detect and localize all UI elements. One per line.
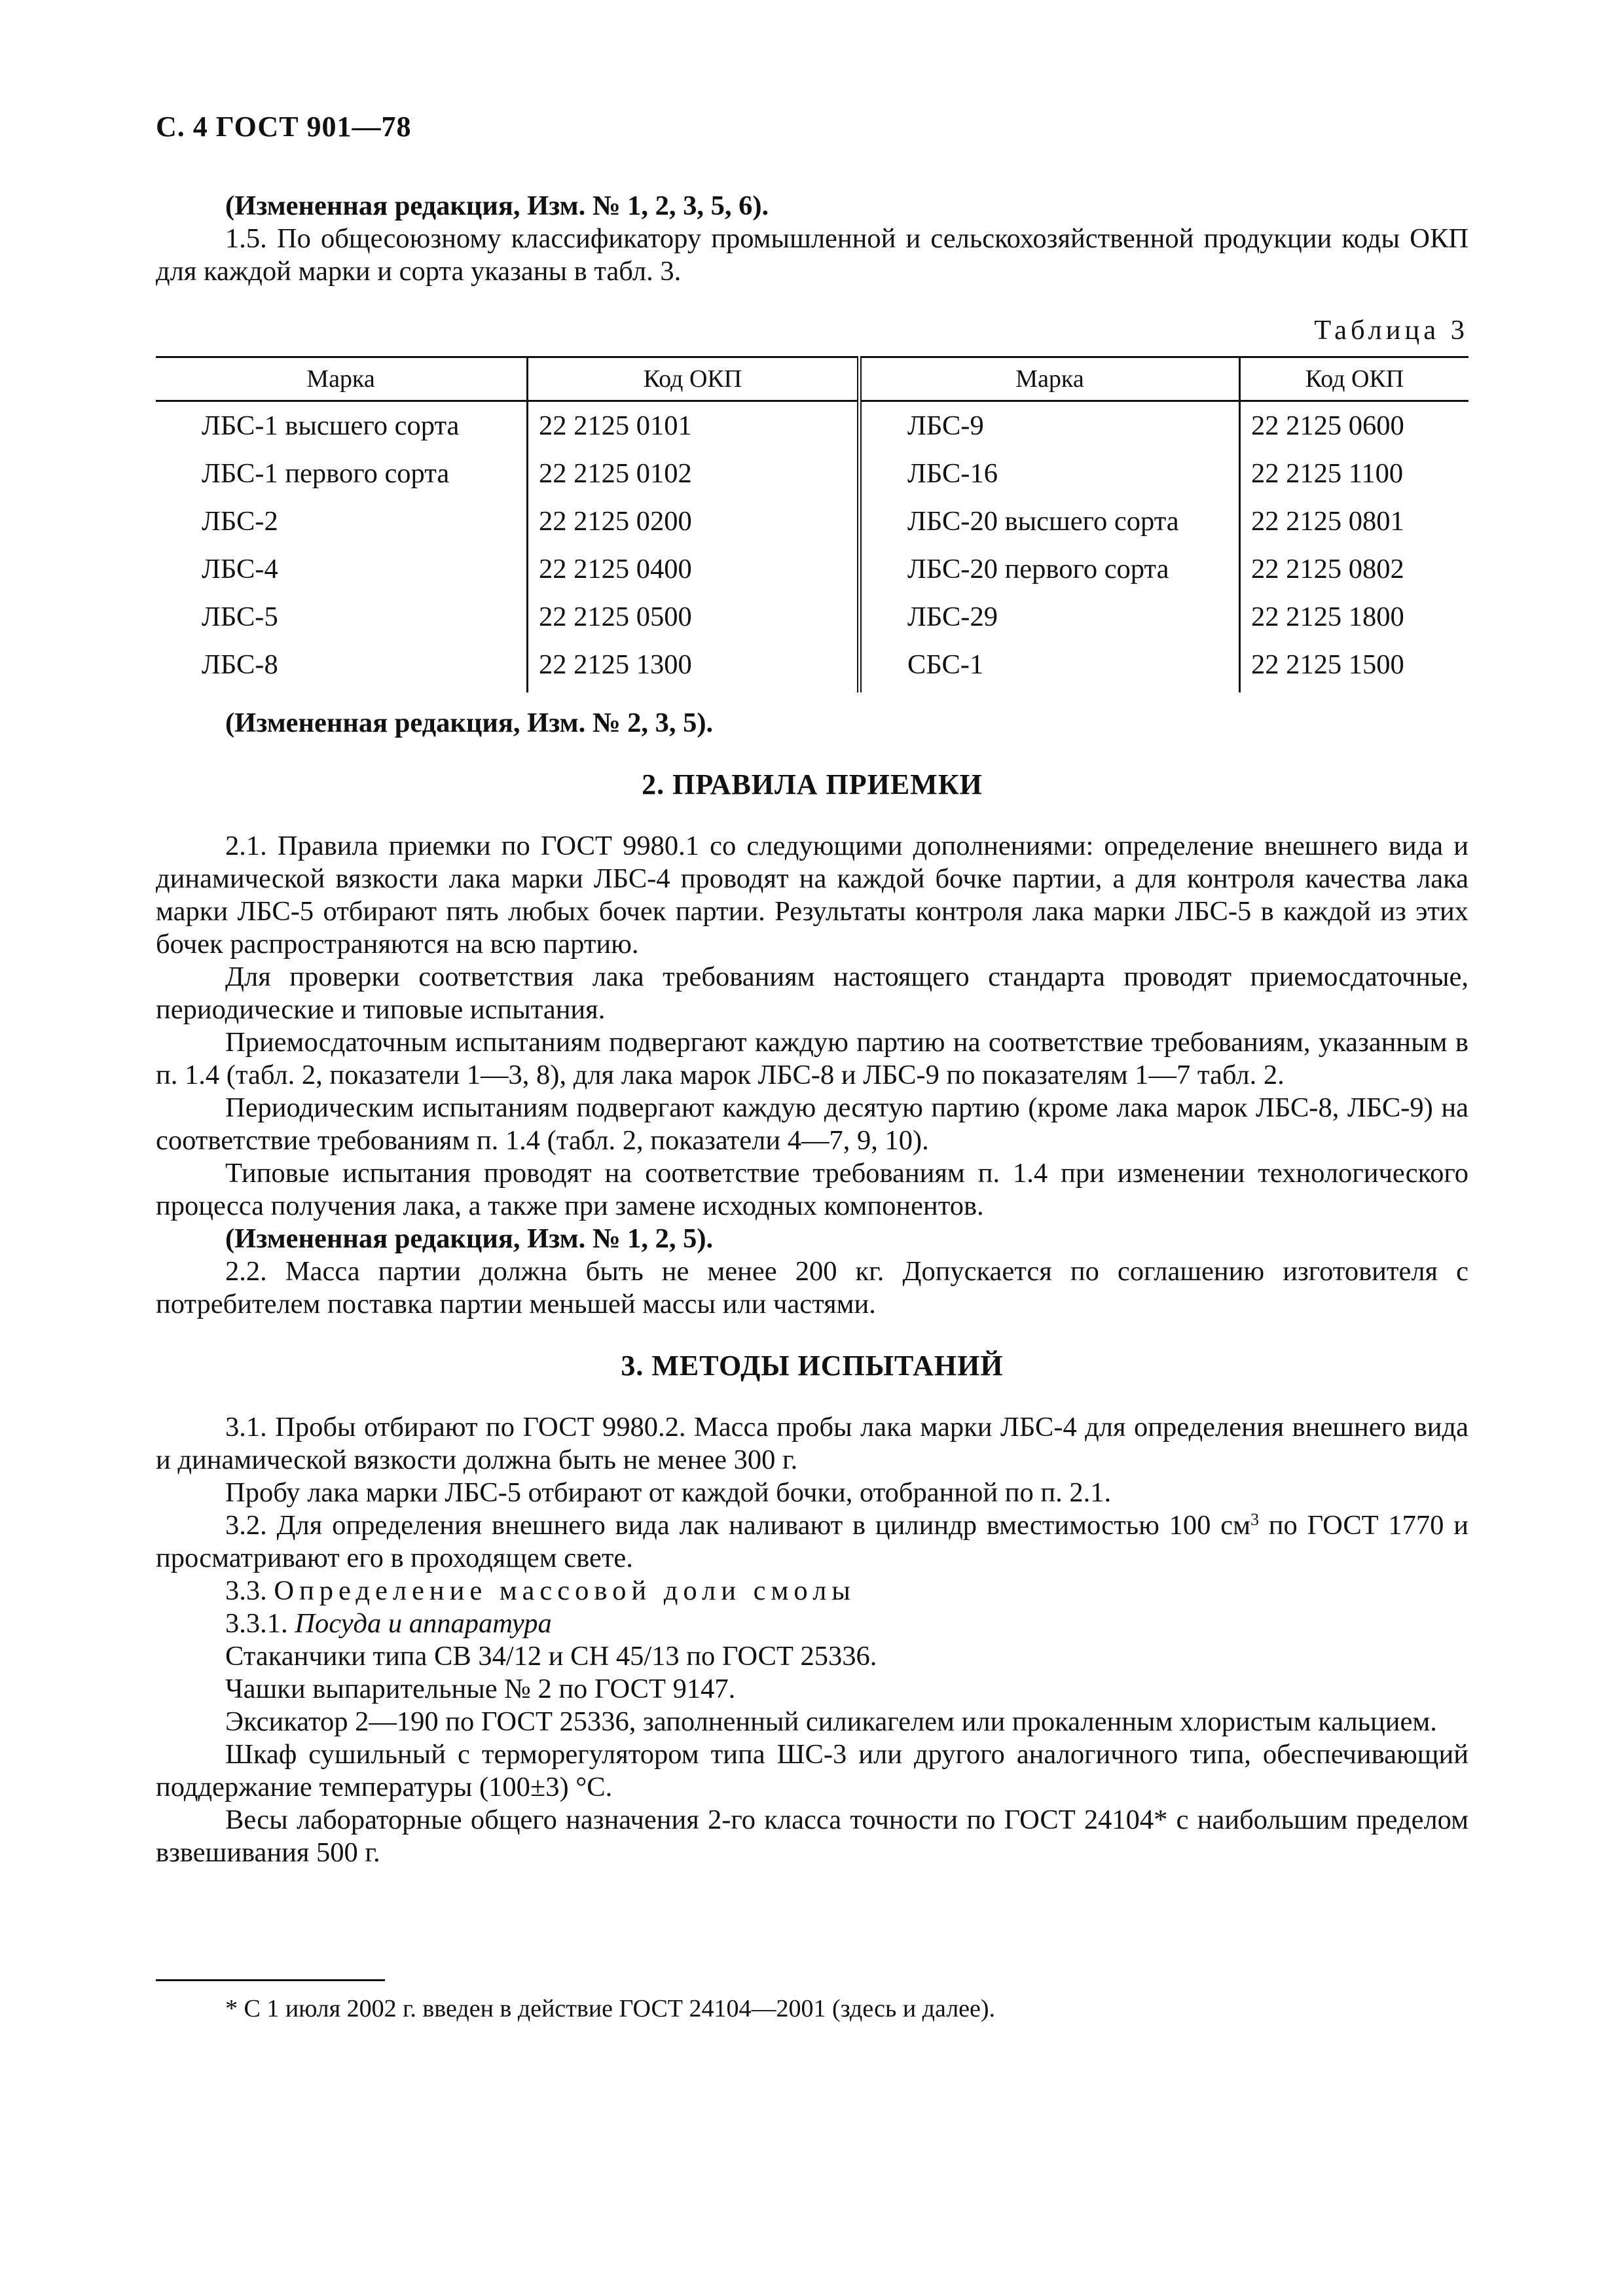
page-header: С. 4 ГОСТ 901—78 <box>156 111 412 143</box>
footnote-divider <box>156 1979 385 1981</box>
table-cell: ЛБС-1 первого сорта <box>202 457 450 489</box>
table-cell: 22 2125 0600 <box>1240 401 1469 450</box>
paragraph: Пробу лака марки ЛБС-5 отбирают от каждой бочки, отобранной по п. 2.1. <box>225 1477 1112 1508</box>
section-2-title: 2. ПРАВИЛА ПРИЕМКИ <box>642 768 983 800</box>
table-cell: ЛБС-20 высшего сорта <box>860 497 1240 545</box>
table-cell: ЛБС-4 <box>202 553 278 584</box>
table-row <box>156 593 1468 641</box>
table-cell: 22 2125 1100 <box>1240 450 1469 497</box>
table-cell: ЛБС-2 <box>202 505 278 537</box>
equipment-item: Чашки выпарительные № 2 по ГОСТ 9147. <box>225 1674 736 1704</box>
table-row <box>156 641 1468 692</box>
table-cell: 22 2125 0801 <box>1240 497 1469 545</box>
table-cell: 22 2125 0802 <box>1240 545 1469 593</box>
amendment-note: (Измененная редакция, Изм. № 2, 3, 5). <box>225 708 714 738</box>
paragraph-3-1: 3.1. Пробы отбирают по ГОСТ 9980.2. Масса пробы лака марки ЛБС-4 для определения внешнего вида и динамической вязкости должна быть не менее 300 г. <box>156 1412 1468 1475</box>
table-header-cell: Код ОКП <box>528 357 860 401</box>
table-cell: ЛБС-1 высшего сорта <box>202 410 460 441</box>
clause-title: Определение массовой доли смолы <box>274 1575 856 1606</box>
paragraph: Для проверки соответствия лака требованиям настоящего стандарта проводят приемосдаточные, периодические и типовые испытания. <box>156 961 1468 1025</box>
table-header-cell: Код ОКП <box>1240 357 1469 401</box>
table-header-row <box>156 357 1468 401</box>
paragraph-3-3 <box>156 1575 1468 1607</box>
table-row <box>156 401 1468 450</box>
table-caption: Таблица 3 <box>1314 315 1468 346</box>
equipment-item: Весы лабораторные общего назначения 2-го класса точности по ГОСТ 24104* с наибольшим пределом взвешивания 500 г. <box>156 1804 1468 1868</box>
paragraph-1-5: 1.5. По общесоюзному классификатору промышленной и сельскохозяйственной продукции коды ОКП для каждой марки и сорта указаны в табл. 3. <box>156 223 1468 287</box>
table-row <box>156 450 1468 497</box>
clause-number: 3.3. <box>225 1575 274 1606</box>
table-cell: 22 2125 1500 <box>1240 641 1469 692</box>
okp-codes-table <box>156 356 1468 692</box>
table-cell: ЛБС-29 <box>860 593 1240 641</box>
clause-number: 3.3.1. <box>225 1608 295 1639</box>
equipment-item: Стаканчики типа СВ 34/12 и СН 45/13 по ГОСТ 25336. <box>225 1641 877 1672</box>
document-body <box>156 190 1468 1869</box>
table-cell: 22 2125 0101 <box>528 401 860 450</box>
table-cell: 22 2125 0200 <box>528 497 860 545</box>
table-cell: 22 2125 0500 <box>528 593 860 641</box>
table-cell: 22 2125 1300 <box>528 641 860 692</box>
paragraph-3-3-1 <box>156 1607 1468 1640</box>
table-cell: СБС-1 <box>860 641 1240 692</box>
table-cell: ЛБС-5 <box>202 601 278 632</box>
paragraph: Типовые испытания проводят на соответствие требованиям п. 1.4 при изменении технологического процесса получения лака, а также при замене исходных компонентов. <box>156 1158 1468 1221</box>
table-row <box>156 497 1468 545</box>
table-cell: ЛБС-9 <box>860 401 1240 450</box>
superscript: 3 <box>1250 1510 1259 1529</box>
footnote: * С 1 июля 2002 г. введен в действие ГОСТ 24104—2001 (здесь и далее). <box>225 1995 996 2022</box>
amendment-note: (Измененная редакция, Изм. № 1, 2, 3, 5, 6). <box>225 190 769 221</box>
table-cell: ЛБС-16 <box>860 450 1240 497</box>
table-cell: 22 2125 0102 <box>528 450 860 497</box>
paragraph-3-2 <box>156 1509 1468 1575</box>
equipment-item: Шкаф сушильный с терморегулятором типа ШС-3 или другого аналогичного типа, обеспечивающий поддержание температуры (100±3) °С. <box>156 1739 1468 1803</box>
paragraph: Приемосдаточным испытаниям подвергают каждую партию на соответствие требованиям, указанным в п. 1.4 (табл. 2, показатели 1—3, 8), для лака марок ЛБС-8 и ЛБС-9 по показателям 1—7 табл. 2. <box>156 1027 1468 1090</box>
paragraph-2-1: 2.1. Правила приемки по ГОСТ 9980.1 со следующими дополнениями: определение внешнего вида и динамической вязкости лака марки ЛБС-4 проводят на каждой бочке партии, а для контроля качества лака марки ЛБС-5 отбирают пять любых бочек партии. Результаты контроля лака марки ЛБС-5 в каждой из этих бочек распространяются на всю партию. <box>156 831 1468 960</box>
clause-title: Посуда и аппаратура <box>295 1608 552 1639</box>
text-run: по ГОСТ 1770 и просматривают его в проходящем свете. <box>156 1510 1468 1573</box>
paragraph: Периодическим испытаниям подвергают каждую десятую партию (кроме лака марок ЛБС-8, ЛБС-9) на соответствие требованиям п. 1.4 (табл. 2, показатели 4—7, 9, 10). <box>156 1092 1468 1156</box>
table-header-cell: Марка <box>156 357 528 401</box>
paragraph-2-2: 2.2. Масса партии должна быть не менее 200 кг. Допускается по соглашению изготовителя с потребителем поставка партии меньшей массы или частями. <box>156 1256 1468 1319</box>
equipment-item: Эксикатор 2—190 по ГОСТ 25336, заполненный силикагелем или прокаленным хлористым кальцием. <box>225 1706 1437 1737</box>
table-cell: 22 2125 1800 <box>1240 593 1469 641</box>
section-3-title: 3. МЕТОДЫ ИСПЫТАНИЙ <box>621 1350 1004 1382</box>
table-cell: ЛБС-20 первого сорта <box>860 545 1240 593</box>
text-run: 3.2. Для определения внешнего вида лак наливают в цилиндр вместимостью 100 см <box>225 1510 1250 1541</box>
table-header-cell: Марка <box>860 357 1240 401</box>
table-cell: 22 2125 0400 <box>528 545 860 593</box>
amendment-note: (Измененная редакция, Изм. № 1, 2, 5). <box>225 1223 714 1254</box>
table-cell: ЛБС-8 <box>202 649 278 680</box>
table-row <box>156 545 1468 593</box>
